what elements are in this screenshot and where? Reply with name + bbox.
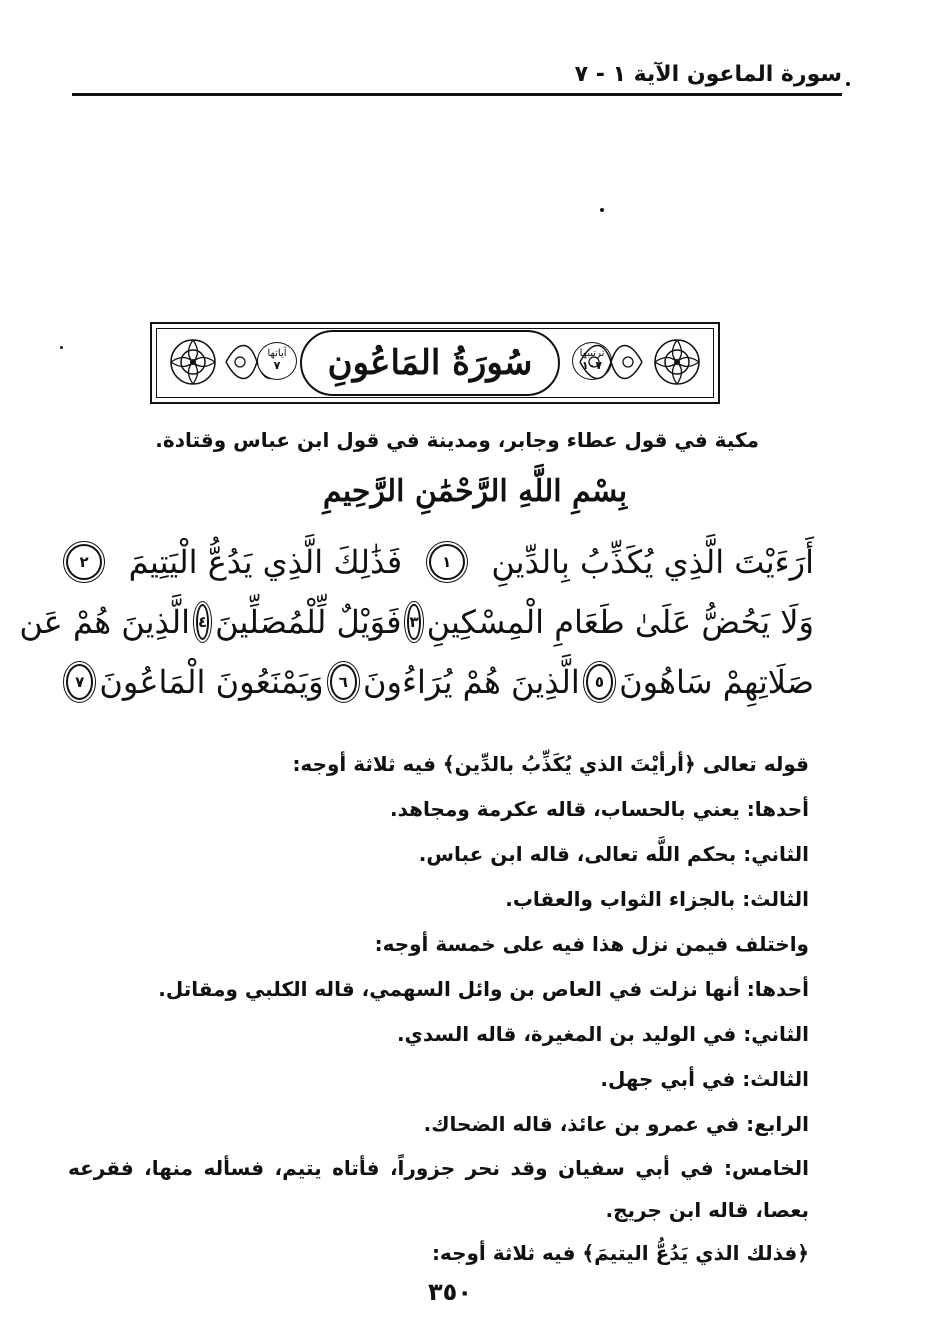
speck-mark (846, 82, 850, 86)
surah-order-number: ١٠٧ (581, 359, 603, 372)
commentary-paragraph: أحدها: يعني بالحساب، قاله عكرمة ومجاهد. (390, 797, 809, 821)
surah-name: سُورَةُ المَاعُونِ (300, 330, 560, 396)
ayat-count-label (257, 342, 297, 380)
verse-text: فَذَٰلِكَ الَّذِي يَدُعُّ الْيَتِيمَ (128, 543, 403, 581)
verse-number-marker: ٧ (66, 664, 93, 700)
surah-order-caption: ترتيبها (579, 348, 605, 359)
ayat-count-number: ٧ (273, 359, 281, 372)
floral-ornament-icon (646, 333, 708, 391)
commentary-paragraph: واختلف فيمن نزل هذا فيه على خمسة أوجه: (374, 932, 809, 956)
commentary-paragraph: الثالث: في أبي جهل. (600, 1067, 809, 1091)
speck-mark (600, 208, 604, 212)
basmala: بِسْمِ اللَّهِ الرَّحْمَٰنِ الرَّحِيمِ (322, 474, 628, 509)
commentary-paragraph: الثالث: بالجزاء الثواب والعقاب. (505, 887, 809, 911)
revelation-note: مكية في قول عطاء وجابر، ومدينة في قول ابن عباس وقتادة. (155, 428, 759, 452)
commentary-paragraph: ﴿فذلك الذي يَدُعُّ اليتيمَ﴾ فيه ثلاثة أوجه: (431, 1241, 809, 1265)
verse-text: وَيَمْنَعُونَ الْمَاعُونَ (99, 663, 324, 701)
commentary-paragraph: قوله تعالى ﴿أرأيْتَ الذي يُكَذِّبُ بالدِّين﴾ فيه ثلاثة أوجه: (292, 752, 809, 776)
verse-line (60, 652, 814, 712)
commentary-paragraph: الخامس: في أبي سفيان وقد نحر جزوراً، فأتاه يتيم، فسأله منها، فقرعه بعصا، قاله ابن جريج. (68, 1156, 809, 1222)
commentary-paragraph: أحدها: أنها نزلت في العاص بن وائل السهمي، قاله الكلبي ومقاتل. (158, 977, 809, 1001)
quran-verses (19, 532, 814, 712)
verse-text: فَوَيْلٌ لِّلْمُصَلِّينَ (215, 603, 402, 641)
verse-number-marker: ١ (429, 544, 465, 580)
verse-number-marker: ٣ (407, 604, 420, 640)
vine-ornament-icon (576, 334, 646, 390)
verse-text: الَّذِينَ هُمْ عَن (19, 603, 190, 641)
commentary (68, 742, 809, 1276)
verse-number-marker: ٦ (330, 664, 357, 700)
header-rule (72, 93, 842, 96)
verse-text: أَرَءَيْتَ الَّذِي يُكَذِّبُ بِالدِّينِ (491, 543, 814, 581)
verse-text: صَلَاتِهِمْ سَاهُونَ (619, 663, 814, 701)
verse-text: الَّذِينَ هُمْ يُرَاءُونَ (363, 663, 580, 701)
commentary-paragraph: الثاني: بحكم اللَّه تعالى، قاله ابن عباس. (418, 842, 809, 866)
running-header (72, 56, 842, 96)
ayat-count-caption: آياتها (267, 348, 287, 359)
verse-number-marker: ٥ (586, 664, 613, 700)
commentary-paragraph: الثاني: في الوليد بن المغيرة، قاله السدي. (396, 1022, 809, 1046)
verse-number-marker: ٤ (196, 604, 209, 640)
commentary-paragraph: الرابع: في عمرو بن عائذ، قاله الضحاك. (423, 1112, 809, 1136)
surah-title-banner (150, 322, 720, 404)
header-title: سورة الماعون الآية ١ - ٧ (574, 62, 842, 87)
speck-mark (60, 346, 63, 349)
page-number: ٣٥٠ (428, 1278, 472, 1306)
verse-line (19, 592, 814, 652)
floral-ornament-icon (162, 333, 224, 391)
verse-line (60, 532, 814, 592)
verse-number-marker: ٢ (66, 544, 102, 580)
verse-text: وَلَا يَحُضُّ عَلَىٰ طَعَامِ الْمِسْكِينِ (426, 603, 814, 641)
